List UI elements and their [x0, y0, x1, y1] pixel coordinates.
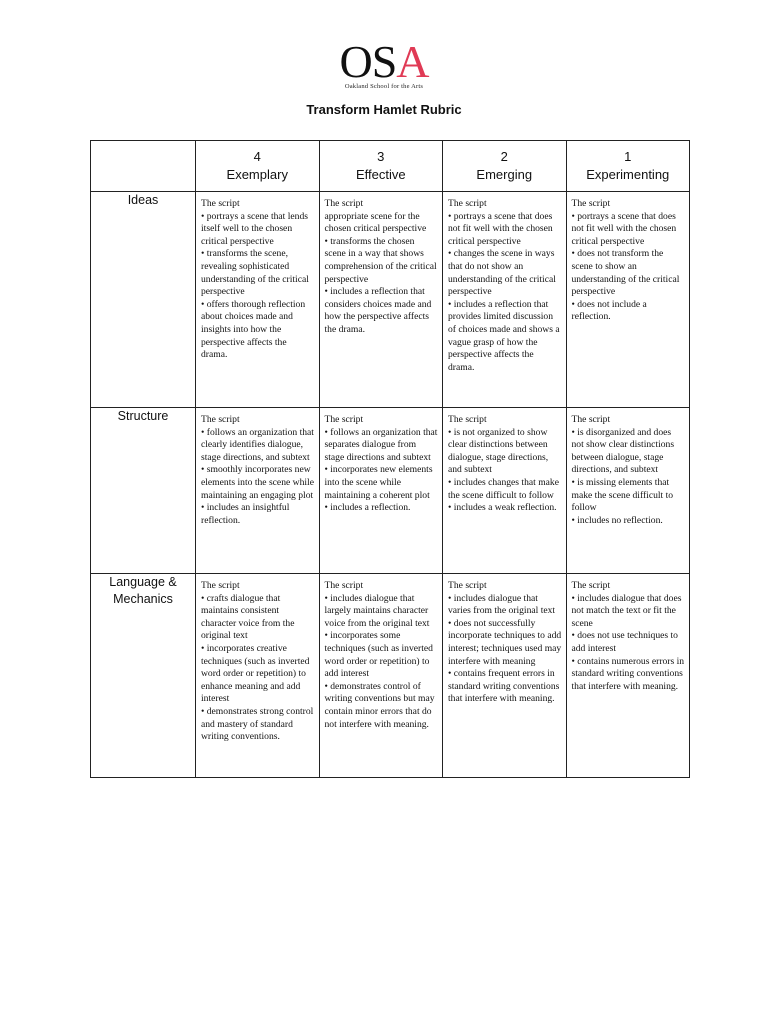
criteria-line: The script: [324, 198, 364, 209]
criteria-line: • smoothly incorporates new elements into the scene while maintaining an engaging plot: [201, 464, 314, 501]
criteria-line: • changes the scene in ways that do not show an understanding of the critical perspective: [448, 248, 556, 298]
criteria-line: • incorporates new elements into the scene while maintaining a coherent plot: [324, 464, 433, 501]
criteria-line: The script: [324, 414, 364, 425]
criteria-line: • does not include a reflection.: [571, 298, 647, 323]
criteria-line: • offers thorough reflection about choices made and insights into how the perspective affects the drama.: [201, 298, 306, 361]
row-heading: Ideas: [91, 192, 196, 408]
header-cell: [196, 141, 320, 192]
criteria-line: • does not transform the scene to show an understanding of the critical perspective: [571, 248, 680, 298]
criteria-line: • includes dialogue that largely maintains character voice from the original text: [324, 592, 430, 629]
criteria-line: • portrays a scene that does not fit well with the chosen critical perspective: [571, 210, 677, 247]
header-cell: [443, 141, 567, 192]
criteria-line: The script: [448, 580, 487, 591]
criteria-cell: [566, 192, 690, 408]
rubric-table: [90, 140, 690, 778]
header-corner-cell: [91, 141, 196, 192]
criteria-line: The script: [448, 414, 487, 425]
rubric-row-ideas: [91, 192, 690, 408]
score-label: Exemplary: [226, 167, 288, 182]
score-label: Emerging: [476, 167, 533, 182]
criteria-cell: [443, 574, 567, 778]
criteria-line: • includes a reflection that considers choices made and how the perspective affects the drama.: [324, 286, 432, 335]
criteria-line: • includes a weak reflection.: [448, 502, 557, 514]
criteria-line: • demonstrates control of writing conventions but may contain minor errors that do not interfere with meaning.: [324, 680, 435, 730]
criteria-line: • includes a reflection.: [324, 502, 411, 514]
criteria-line: The script: [324, 580, 364, 591]
rubric-row-structure: [91, 408, 690, 574]
criteria-line: • contains numerous errors in standard writing conventions that interfere with meaning.: [571, 655, 685, 692]
criteria-line: The script: [201, 414, 240, 425]
criteria-line: • incorporates some techniques (such as inverted word order or repetition) to add interest: [324, 630, 433, 680]
criteria-cell: [319, 574, 443, 778]
criteria-line: • includes a reflection that provides limited discussion of choices made and shows a vague grasp of how the perspective affects the drama.: [448, 298, 560, 373]
criteria-cell: [319, 408, 443, 574]
score-number: 1: [624, 149, 632, 164]
rubric-header-row: [91, 141, 690, 192]
score-number: 2: [500, 149, 508, 164]
criteria-line: • is disorganized and does not show clear distinctions between dialogue, stage directions, and subtext: [571, 426, 675, 476]
criteria-cell: [566, 574, 690, 778]
criteria-line: The script: [571, 580, 611, 591]
criteria-cell: [566, 408, 690, 574]
criteria-line: • is missing elements that make the scene difficult to follow: [571, 476, 674, 514]
score-label: Effective: [355, 167, 406, 182]
criteria-line: • is not organized to show clear distinctions between dialogue, stage directions, and subtext: [448, 426, 549, 476]
criteria-line: The script: [571, 198, 611, 209]
score-label: Experimenting: [586, 167, 670, 182]
criteria-line: The script: [201, 580, 240, 591]
criteria-cell: [196, 408, 320, 574]
criteria-cell: [196, 192, 320, 408]
school-logo: [0, 36, 768, 90]
criteria-line: • transforms the scene, revealing sophisticated understanding of the critical perspective: [201, 248, 309, 298]
criteria-cell: [196, 574, 320, 778]
criteria-line: • portrays a scene that lends itself well to the chosen critical perspective: [201, 210, 308, 247]
criteria-line: • crafts dialogue that maintains consistent character voice from the original text: [201, 592, 295, 642]
row-heading: Structure: [91, 408, 196, 574]
criteria-line: The script: [448, 198, 487, 209]
criteria-line: The script: [571, 414, 611, 425]
criteria-line: appropriate scene for the chosen critical perspective: [324, 210, 427, 235]
criteria-line: • transforms the chosen scene in a way that shows comprehension of the critical perspective: [324, 235, 437, 285]
criteria-line: • includes dialogue that does not match the text or fit the scene: [571, 592, 682, 629]
logo-subtitle: Oakland School for the Arts: [344, 83, 424, 90]
criteria-line: • includes dialogue that varies from the original text: [448, 592, 556, 617]
criteria-line: • demonstrates strong control and mastery of standard writing conventions.: [201, 705, 314, 743]
criteria-line: • includes an insightful reflection.: [201, 502, 290, 526]
criteria-line: • does not successfully incorporate techniques to add interest; techniques used may interfere with meaning: [448, 617, 562, 667]
criteria-line: • portrays a scene that does not fit well with the chosen critical perspective: [448, 210, 553, 247]
criteria-line: The script: [201, 198, 240, 209]
header-cell: [566, 141, 690, 192]
criteria-line: • contains frequent errors in standard writing conventions that interfere with meaning.: [448, 668, 560, 705]
page-title: Transform Hamlet Rubric: [306, 102, 462, 117]
criteria-line: • includes changes that make the scene difficult to follow: [448, 476, 559, 501]
score-number: 4: [253, 149, 261, 164]
criteria-line: • follows an organization that clearly identifies dialogue, stage directions, and subtext: [201, 426, 314, 463]
score-number: 3: [377, 149, 385, 164]
criteria-cell: [443, 408, 567, 574]
logo-wordmark: OSA: [339, 36, 429, 87]
criteria-cell: [319, 192, 443, 408]
row-heading: Language & Mechanics: [91, 574, 196, 778]
criteria-line: • includes no reflection.: [571, 514, 663, 526]
criteria-line: • does not use techniques to add interest: [571, 630, 678, 654]
criteria-line: • follows an organization that separates dialogue from stage directions and subtext: [324, 426, 438, 463]
rubric-row-language-mechanics: [91, 574, 690, 778]
criteria-line: • incorporates creative techniques (such as inverted word order or repetition) to enhance meaning and add interest: [201, 642, 310, 705]
header-cell: [319, 141, 443, 192]
criteria-cell: [443, 192, 567, 408]
